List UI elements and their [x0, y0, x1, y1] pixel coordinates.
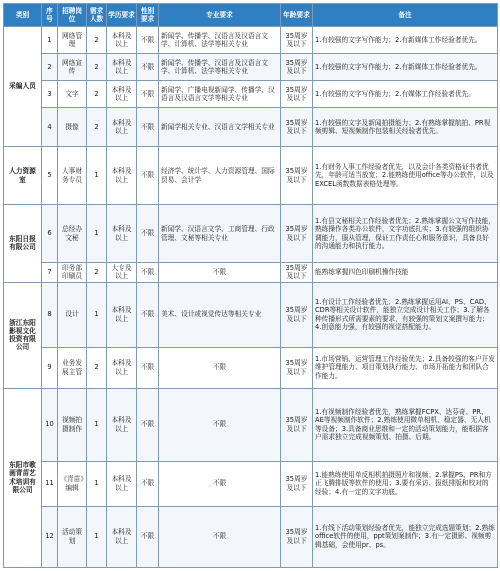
table-row — [4, 282, 498, 347]
row-post: 摄像 — [58, 108, 87, 147]
row-gender: 不限 — [137, 282, 159, 347]
header-number: 序号 — [42, 4, 58, 27]
row-count: 2 — [87, 263, 107, 283]
row-age: 35周岁及以下 — [281, 205, 313, 263]
header-gender: 性别要求 — [137, 4, 159, 27]
row-count: 1 — [87, 506, 107, 567]
row-education: 本科及以上 — [107, 54, 137, 81]
row-education: 本科及以上 — [107, 27, 137, 54]
row-gender: 不限 — [137, 108, 159, 147]
recruitment-table — [3, 3, 498, 568]
header-remarks: 备注 — [313, 4, 498, 27]
row-count: 2 — [87, 54, 107, 81]
row-age: 35周岁及以下 — [281, 282, 313, 347]
table-row — [4, 81, 498, 108]
row-remarks: 1.有较强的文字及新闻拍摄能力；2.有熟练掌握航拍、PR视频剪辑、短视频制作包装相关经验者优先。 — [313, 108, 498, 147]
row-post: 网络宣传 — [58, 54, 87, 81]
row-remarks: 1.市场营销、运营管理工作经验优先；2.具备较强的客户开发维护管理能力、项目策划执行能力、市场开拓能力和团队合作能力。 — [313, 347, 498, 388]
row-remarks: 1.有设计工作经验者优先；2.熟练掌握运用AI、PS、CAD、CDR等相关设计软件，能独立完成设计相关工作；3.了解各种传播形式所需要素的要求，有较强的策划文案撰写能力；4.创意能力强，有较强的视觉搭配能力。 — [313, 282, 498, 347]
table-row — [4, 461, 498, 506]
row-count: 1 — [87, 205, 107, 263]
row-count: 2 — [87, 108, 107, 147]
table-row — [4, 108, 498, 147]
row-count: 2 — [87, 347, 107, 388]
row-post: 业务发展主管 — [58, 347, 87, 388]
row-gender: 不限 — [137, 27, 159, 54]
row-count: 1 — [87, 461, 107, 506]
row-gender: 不限 — [137, 347, 159, 388]
row-age: 35周岁及以下 — [281, 506, 313, 567]
table-row — [4, 147, 498, 205]
row-age: 35周岁及以下 — [281, 108, 313, 147]
row-major: 不限 — [159, 461, 281, 506]
row-post: 网络管理 — [58, 27, 87, 54]
row-gender: 不限 — [137, 81, 159, 108]
row-education: 本科及以上 — [107, 81, 137, 108]
row-major: 不限 — [159, 263, 281, 283]
row-post: 设计 — [58, 282, 87, 347]
row-remarks: 1.有较强的文字写作能力；2.有新媒体工作经验者优先。 — [313, 54, 498, 81]
row-age: 35周岁及以下 — [281, 27, 313, 54]
row-major: 不限 — [159, 506, 281, 567]
header-category: 类别 — [4, 4, 42, 27]
row-post: 活动策划 — [58, 506, 87, 567]
row-count: 1 — [87, 147, 107, 205]
row-count: 2 — [87, 27, 107, 54]
row-number: 9 — [42, 347, 58, 388]
table-row — [4, 263, 498, 283]
row-major: 经济学、统计学、人力资源管理、国际贸易、会计学 — [159, 147, 281, 205]
row-major: 新闻学、汉语言文学、工商管理、行政管理、文秘等相关专业 — [159, 205, 281, 263]
row-post: 《青苗》编辑 — [58, 461, 87, 506]
row-education: 本科及以上 — [107, 506, 137, 567]
row-education: 大专及以上 — [107, 263, 137, 283]
row-education: 本科及以上 — [107, 147, 137, 205]
dept-cell: 采编人员 — [4, 27, 42, 147]
row-count: 2 — [87, 81, 107, 108]
row-education: 本科及以上 — [107, 205, 137, 263]
row-education: 本科及以上 — [107, 388, 137, 461]
row-gender: 不限 — [137, 263, 159, 283]
row-education: 本科及以上 — [107, 461, 137, 506]
header-major: 专业要求 — [159, 4, 281, 27]
row-gender: 不限 — [137, 147, 159, 205]
row-age: 35周岁及以下 — [281, 388, 313, 461]
dept-cell: 东阳日报有限公司 — [4, 205, 42, 283]
row-major: 不限 — [159, 347, 281, 388]
row-age: 35周岁及以下 — [281, 347, 313, 388]
row-number: 12 — [42, 506, 58, 567]
row-post: 视频拍摄制作 — [58, 388, 87, 461]
table-row — [4, 347, 498, 388]
row-education: 本科及以上 — [107, 282, 137, 347]
row-gender: 不限 — [137, 54, 159, 81]
row-remarks: 1.有线下活动策划经验者优先，能独立完成选题策划；2.熟练office软件的使用，ppt策划案制作；3.有一定摄影、视频剪辑基础，会使用pr、ps。 — [313, 506, 498, 567]
header-count: 需求人数 — [87, 4, 107, 27]
row-post: 文字 — [58, 81, 87, 108]
row-major: 新闻学、传播学、汉语言及汉语言文学、计算机、法学等相关专业 — [159, 54, 281, 81]
header-education: 学历要求 — [107, 4, 137, 27]
table-row — [4, 388, 498, 461]
row-major: 美术、设计或视觉传达等相关专业 — [159, 282, 281, 347]
table-row — [4, 205, 498, 263]
row-gender: 不限 — [137, 461, 159, 506]
row-number: 11 — [42, 461, 58, 506]
row-education: 本科及以上 — [107, 347, 137, 388]
dept-cell: 东阳市歌画青苗艺术培训有限公司 — [4, 388, 42, 567]
row-education: 本科及以上 — [107, 108, 137, 147]
row-major: 不限 — [159, 388, 281, 461]
header-row — [4, 4, 498, 27]
row-age: 35周岁及以下 — [281, 147, 313, 205]
table-row — [4, 54, 498, 81]
header-age: 年龄要求 — [281, 4, 313, 27]
row-number: 2 — [42, 54, 58, 81]
row-count: 1 — [87, 282, 107, 347]
row-major: 新闻学、广播电视新闻学、传播学、汉语言及汉语言文学等相关专业 — [159, 81, 281, 108]
dept-cell: 浙江东阳影视文化投资有限公司 — [4, 282, 42, 388]
row-major: 新闻学相关专业、汉语言文学相关专业 — [159, 108, 281, 147]
table-row — [4, 506, 498, 567]
row-remarks: 1.有较强的文字写作能力；2.有媒体工作经验者优先。 — [313, 81, 498, 108]
row-number: 10 — [42, 388, 58, 461]
row-post: 印务部印刷员 — [58, 263, 87, 283]
row-number: 7 — [42, 263, 58, 283]
row-number: 3 — [42, 81, 58, 108]
row-number: 8 — [42, 282, 58, 347]
row-number: 6 — [42, 205, 58, 263]
row-age: 35周岁及以下 — [281, 81, 313, 108]
row-age: 35周岁及以下 — [281, 54, 313, 81]
row-remarks: 1.有县文秘相关工作经验者优先；2.熟练掌握公文写作技能，熟练操作各类办公软件，文字功底扎实；3.有较强的组织协调能力，服从管理，保证工作责任心和服务意识，具备良好的沟通能力和执行能力。 — [313, 205, 498, 263]
row-number: 1 — [42, 27, 58, 54]
row-remarks: 1.能熟练使用单反相机拍摄照片和视频；2.掌握PS、PR和方正飞腾排版等软件的使用；3.要有采访、报纸排版和校对的经验；4.有一定的文字功底。 — [313, 461, 498, 506]
row-age: 35周岁及以下 — [281, 263, 313, 283]
row-gender: 不限 — [137, 205, 159, 263]
dept-cell: 人力资源室 — [4, 147, 42, 205]
row-gender: 不限 — [137, 388, 159, 461]
header-post: 招聘岗位 — [58, 4, 87, 27]
row-post: 人事财务专员 — [58, 147, 87, 205]
row-remarks: 1.有财务人事工作经验者优先，以及会计各类资格证书者优先，年龄可适当放宽；2.能熟练使用office等办公软件，以及EXCEL函数数据表格处理等。 — [313, 147, 498, 205]
row-count: 1 — [87, 388, 107, 461]
row-major: 新闻学、传播学、汉语言及汉语言文学、计算机、法学等相关专业 — [159, 27, 281, 54]
row-gender: 不限 — [137, 506, 159, 567]
row-remarks: 1.有较强的文字写作能力；2.有新媒体工作经验者优先。 — [313, 27, 498, 54]
row-age: 35周岁及以下 — [281, 461, 313, 506]
row-remarks: 能熟练掌握四色印刷机操作技能 — [313, 263, 498, 283]
row-remarks: 1.有视频制作经验者优先，熟练掌握FCPX、达芬奇、PR、AE等视频制作软件；2.熟练使用微单相机、稳定器、无人机等设备；3.具备商业思维和一定的活动策划能力，能根据客户需求独立完成视频策划、拍摄、后期。 — [313, 388, 498, 461]
row-number: 5 — [42, 147, 58, 205]
table-row — [4, 27, 498, 54]
row-post: 总经办文秘 — [58, 205, 87, 263]
row-number: 4 — [42, 108, 58, 147]
